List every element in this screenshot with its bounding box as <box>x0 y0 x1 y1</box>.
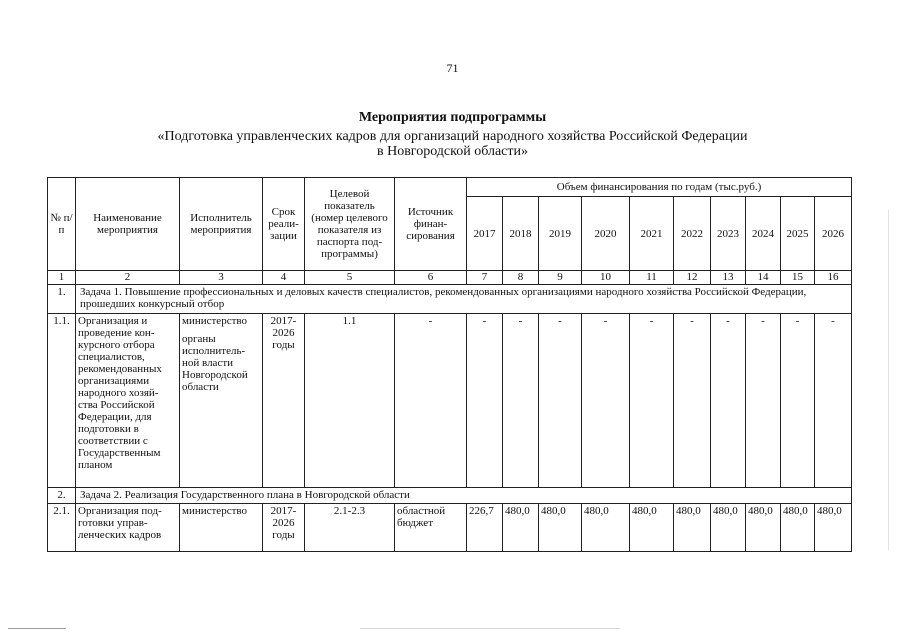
funding-cell: 480,0 <box>746 504 781 552</box>
task-1-row <box>48 285 852 314</box>
header-year: 2025 <box>781 197 815 271</box>
funding-cell: - <box>539 314 582 488</box>
header-year: 2023 <box>711 197 746 271</box>
column-number: 5 <box>305 271 395 285</box>
header-year: 2026 <box>815 197 852 271</box>
activity-source: - <box>395 314 467 488</box>
activity-num: 2.1. <box>48 504 76 552</box>
scan-artifact <box>8 628 66 629</box>
funding-cell: 480,0 <box>674 504 711 552</box>
header-year: 2022 <box>674 197 711 271</box>
activity-executor: министерство <box>180 504 263 552</box>
task-1-text: Задача 1. Повышение профессиональных и деловых качеств специалистов, рекомендованных организациями народного хозяйства Российской Федерации, прошедших конкурсный отбор <box>76 285 852 314</box>
header-name: Наименование мероприятия <box>76 178 180 271</box>
executor-authorities: органы исполнитель- ной власти Новгородской области <box>182 333 248 393</box>
activity-num: 1.1. <box>48 314 76 488</box>
scan-artifact <box>360 628 620 629</box>
activity-indicator: 1.1 <box>305 314 395 488</box>
column-number-row <box>48 271 852 285</box>
subtitle-line-2: в Новгородской области» <box>376 144 529 159</box>
funding-cell: - <box>815 314 852 488</box>
page-number: 71 <box>446 61 459 75</box>
activity-row-2-1 <box>48 504 852 552</box>
subtitle-line-1: «Подготовка управленческих кадров для организаций народного хозяйства Российской Федерации <box>157 129 748 144</box>
header-year: 2018 <box>503 197 539 271</box>
header-executor: Исполнитель мероприятия <box>180 178 263 271</box>
column-number: 7 <box>467 271 503 285</box>
header-year: 2020 <box>582 197 630 271</box>
column-number: 8 <box>503 271 539 285</box>
header-year: 2021 <box>630 197 674 271</box>
activity-name: Организация под- готовки управ- ленческих кадров <box>76 504 180 552</box>
funding-cell: - <box>630 314 674 488</box>
funding-cell: - <box>582 314 630 488</box>
header-term: Срок реали- зации <box>263 178 305 271</box>
column-number: 4 <box>263 271 305 285</box>
header-year: 2017 <box>467 197 503 271</box>
task-2-text: Задача 2. Реализация Государственного плана в Новгородской области <box>76 488 852 504</box>
column-number: 14 <box>746 271 781 285</box>
column-number: 6 <box>395 271 467 285</box>
activities-table <box>47 177 852 552</box>
funding-cell: 480,0 <box>781 504 815 552</box>
column-number: 1 <box>48 271 76 285</box>
activity-name: Организация и проведение кон- курсного отбора специалистов, рекомендованных организациями народного хозяй- ства Российской Федерации, для подготовки в соответствии с Государственным планом <box>76 314 180 488</box>
executor-ministry: министерство <box>182 315 248 327</box>
funding-cell: - <box>711 314 746 488</box>
column-number: 15 <box>781 271 815 285</box>
column-number: 16 <box>815 271 852 285</box>
task-1-num: 1. <box>48 285 76 314</box>
task-2-row <box>48 488 852 504</box>
activity-source: областной бюджет <box>395 504 467 552</box>
activity-executor <box>180 314 263 488</box>
funding-cell: 480,0 <box>630 504 674 552</box>
funding-cell: - <box>467 314 503 488</box>
column-number: 13 <box>711 271 746 285</box>
header-year: 2019 <box>539 197 582 271</box>
column-number: 11 <box>630 271 674 285</box>
activity-term: 2017- 2026 годы <box>263 314 305 488</box>
funding-cell: - <box>746 314 781 488</box>
header-indicator: Целевой показатель (номер целевого показателя из паспорта под- программы) <box>305 178 395 271</box>
column-number: 12 <box>674 271 711 285</box>
funding-cell: 480,0 <box>711 504 746 552</box>
funding-cell: 480,0 <box>503 504 539 552</box>
document-title: Мероприятия подпрограммы <box>358 110 547 125</box>
funding-cell: 480,0 <box>815 504 852 552</box>
activity-term: 2017- 2026 годы <box>263 504 305 552</box>
column-number: 2 <box>76 271 180 285</box>
funding-cell: - <box>503 314 539 488</box>
column-number: 10 <box>582 271 630 285</box>
header-row <box>48 178 852 197</box>
header-year: 2024 <box>746 197 781 271</box>
header-num: № п/п <box>48 178 76 271</box>
column-number: 9 <box>539 271 582 285</box>
funding-cell: - <box>674 314 711 488</box>
scan-artifact <box>888 210 889 550</box>
header-funding-group: Объем финансирования по годам (тыс.руб.) <box>467 178 852 197</box>
activity-row-1-1 <box>48 314 852 488</box>
header-source: Источник финан- сирования <box>395 178 467 271</box>
task-2-num: 2. <box>48 488 76 504</box>
funding-cell: 480,0 <box>539 504 582 552</box>
document-subtitle <box>100 129 805 159</box>
funding-cell: - <box>781 314 815 488</box>
activity-indicator: 2.1-2.3 <box>305 504 395 552</box>
column-number: 3 <box>180 271 263 285</box>
funding-cell: 480,0 <box>582 504 630 552</box>
funding-cell: 226,7 <box>467 504 503 552</box>
